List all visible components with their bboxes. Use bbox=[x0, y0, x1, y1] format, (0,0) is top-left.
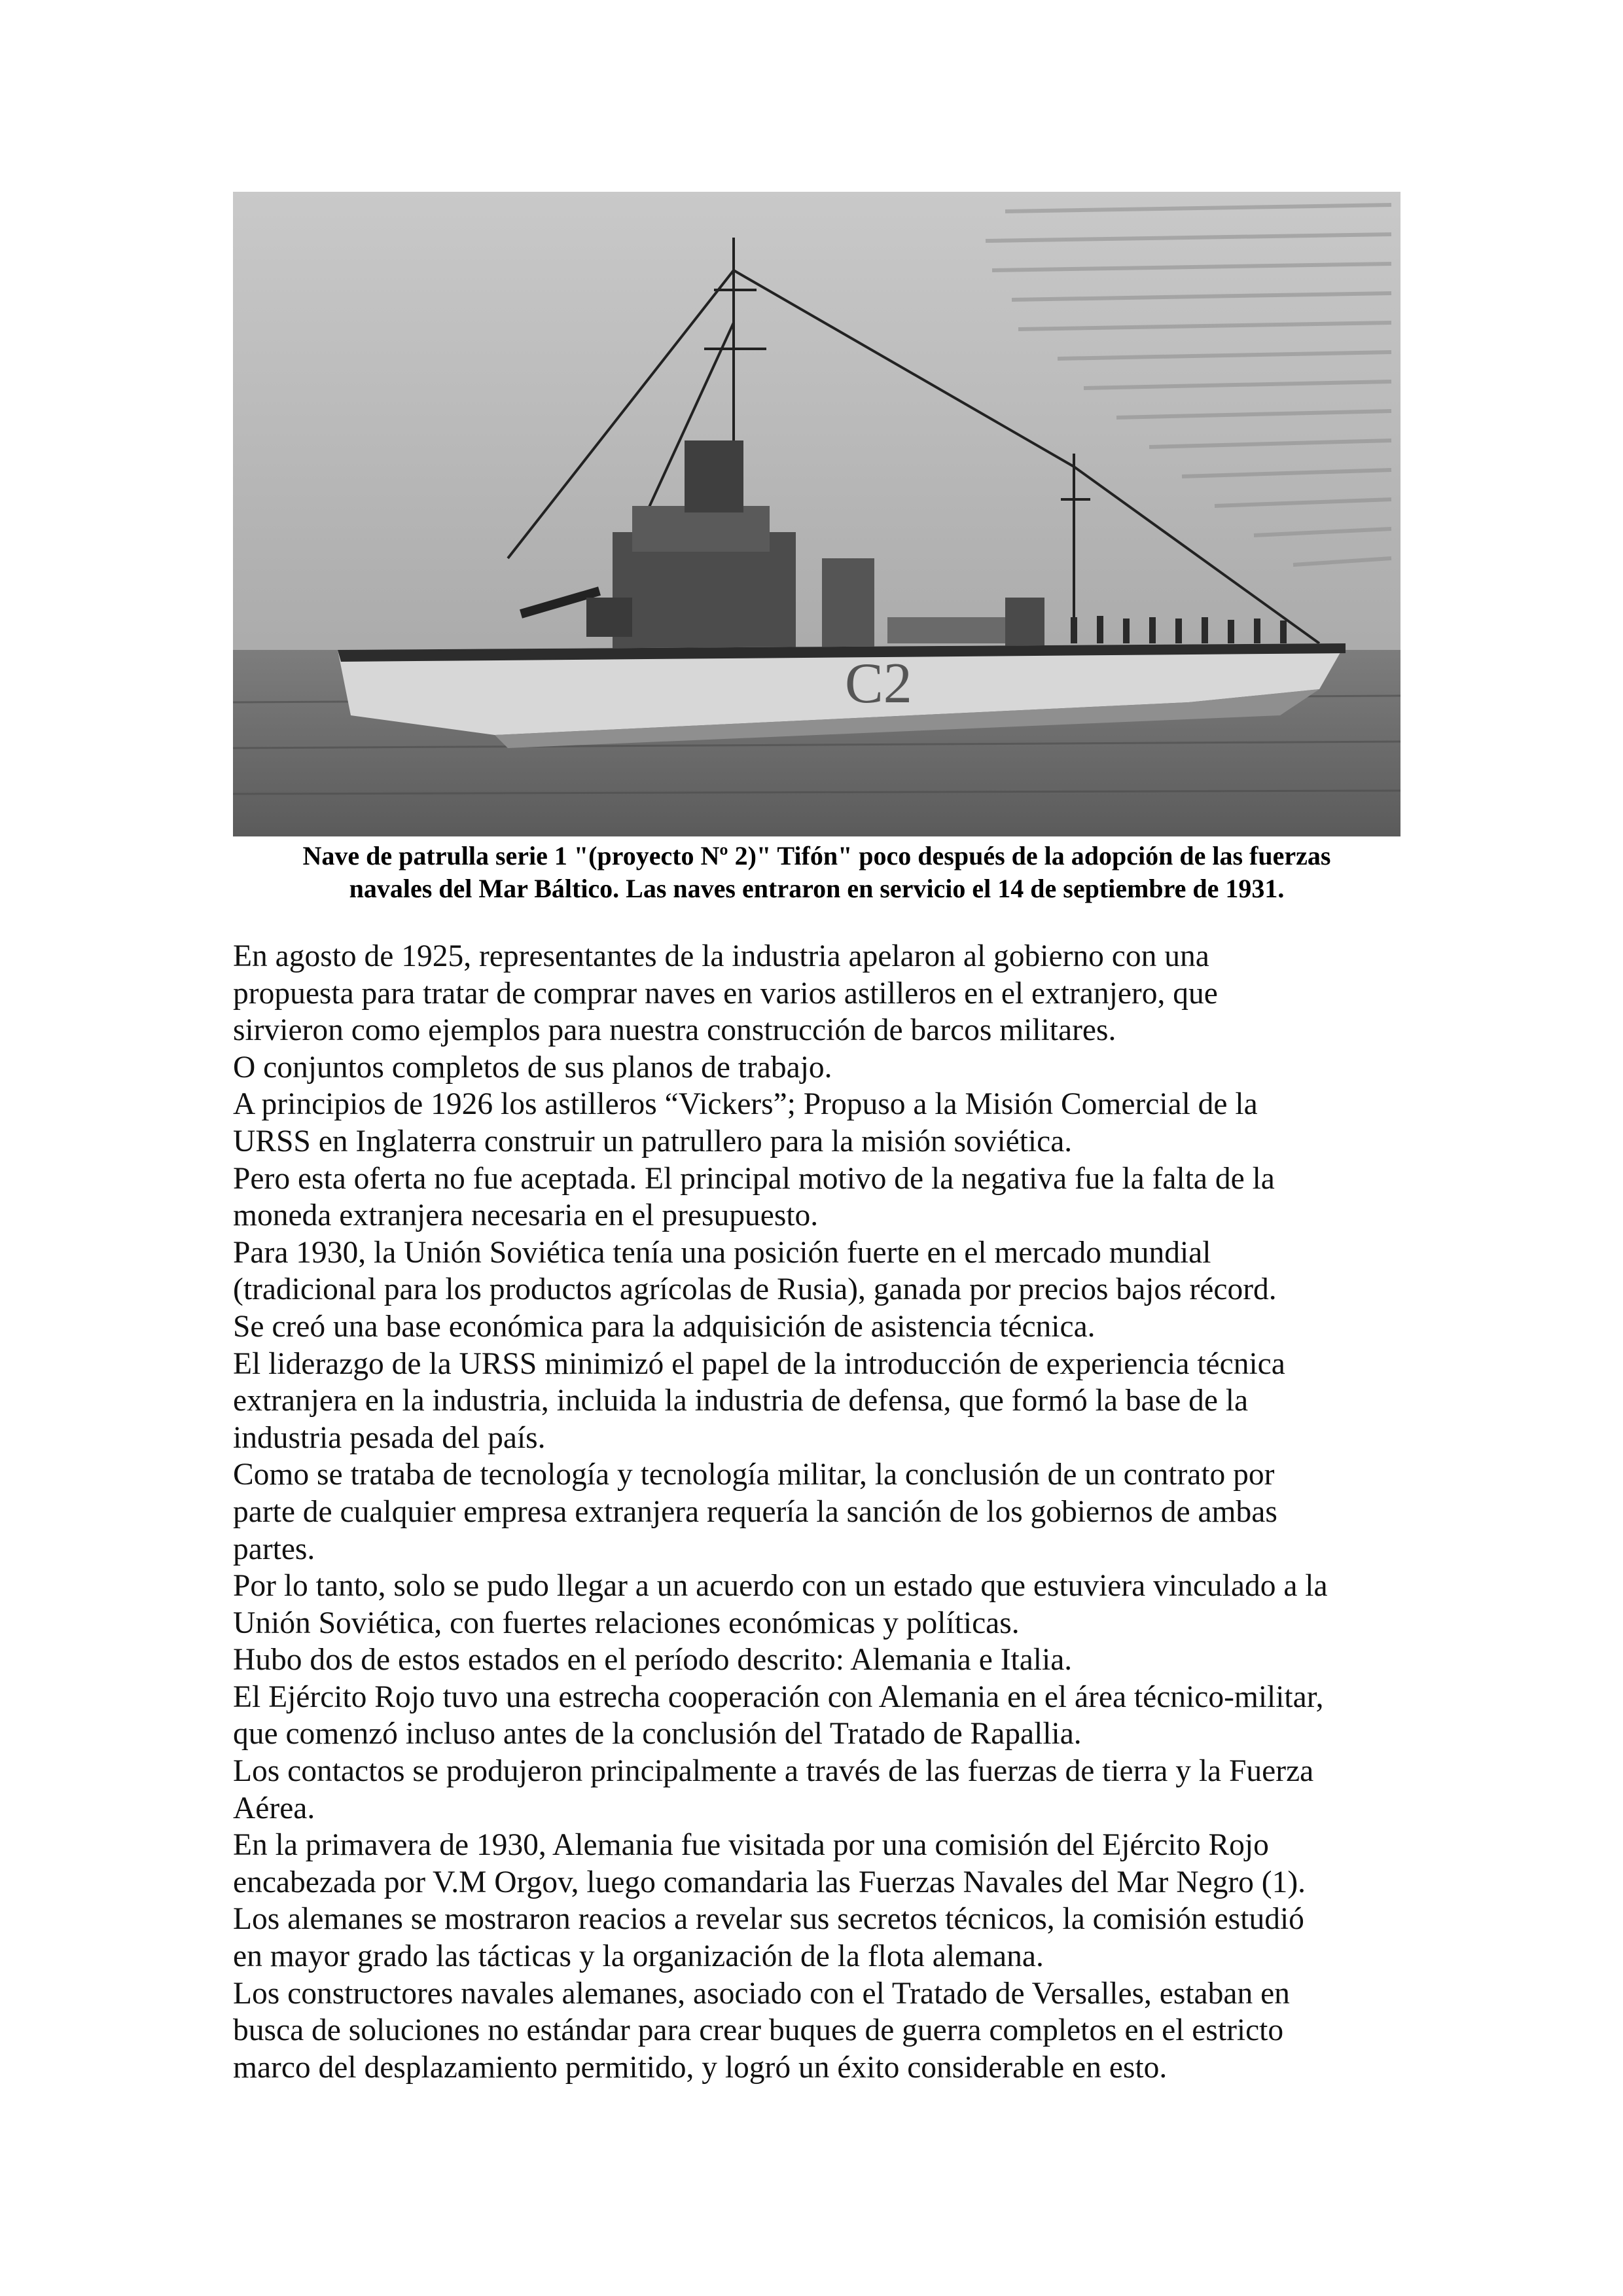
body-line: que comenzó incluso antes de la conclusión del Tratado de Rapallia. bbox=[233, 1717, 1082, 1751]
body-line: Se creó una base económica para la adquisición de asistencia técnica. bbox=[233, 1309, 1096, 1344]
body-line: industria pesada del país. bbox=[233, 1420, 546, 1455]
body-line: El liderazgo de la URSS minimizó el papel de la introducción de experiencia técnica bbox=[233, 1346, 1285, 1381]
body-line: Unión Soviética, con fuertes relaciones económicas y políticas. bbox=[233, 1605, 1020, 1640]
body-line: En agosto de 1925, representantes de la industria apelaron al gobierno con una bbox=[233, 939, 1209, 973]
body-line: parte de cualquier empresa extranjera requería la sanción de los gobiernos de ambas bbox=[233, 1494, 1277, 1529]
body-line: marco del desplazamiento permitido, y logró un éxito considerable en esto. bbox=[233, 2050, 1168, 2085]
body-line: extranjera en la industria, incluida la industria de defensa, que formó la base de la bbox=[233, 1384, 1249, 1418]
body-line: en mayor grado las tácticas y la organización de la flota alemana. bbox=[233, 1939, 1044, 1974]
body-line: Hubo dos de estos estados en el período descrito: Alemania e Italia. bbox=[233, 1643, 1073, 1677]
body-line: Los constructores navales alemanes, asociado con el Tratado de Versalles, estaban en bbox=[233, 1976, 1290, 2011]
body-line: busca de soluciones no estándar para crear buques de guerra completos en el estricto bbox=[233, 2013, 1284, 2048]
hull-marking: C2 bbox=[845, 652, 912, 715]
body-line: (tradicional para los productos agrícolas de Rusia), ganada por precios bajos récord. bbox=[233, 1272, 1277, 1307]
body-line: moneda extranjera necesaria en el presupuesto. bbox=[233, 1198, 819, 1233]
body-line: Los contactos se produjeron principalmente a través de las fuerzas de tierra y la Fuerza bbox=[233, 1754, 1314, 1789]
caption-line: Nave de patrulla serie 1 "(proyecto Nº 2)" Tifón" poco después de la adopción de las fuerzas bbox=[302, 841, 1331, 870]
ship-photo bbox=[233, 192, 1400, 836]
body-line: O conjuntos completos de sus planos de trabajo. bbox=[233, 1050, 832, 1085]
photo-caption bbox=[233, 840, 1400, 905]
body-line: Los alemanes se mostraron reacios a revelar sus secretos técnicos, la comisión estudió bbox=[233, 1902, 1304, 1937]
body-line: En la primavera de 1930, Alemania fue visitada por una comisión del Ejército Rojo bbox=[233, 1828, 1269, 1863]
body-line: URSS en Inglaterra construir un patrullero para la misión soviética. bbox=[233, 1124, 1073, 1158]
body-line: partes. bbox=[233, 1532, 315, 1566]
body-line: Pero esta oferta no fue aceptada. El principal motivo de la negativa fue la falta de la bbox=[233, 1161, 1275, 1196]
body-line: sirvieron como ejemplos para nuestra construcción de barcos militares. bbox=[233, 1013, 1116, 1048]
body-line: Por lo tanto, solo se pudo llegar a un acuerdo con un estado que estuviera vinculado a la bbox=[233, 1569, 1328, 1604]
body-line: encabezada por V.M Orgov, luego comandaria las Fuerzas Navales del Mar Negro (1). bbox=[233, 1865, 1306, 1899]
caption-line: navales del Mar Báltico. Las naves entraron en servicio el 14 de septiembre de 1931. bbox=[349, 874, 1285, 903]
body-line: Para 1930, la Unión Soviética tenía una posición fuerte en el mercado mundial bbox=[233, 1235, 1211, 1270]
body-text bbox=[233, 938, 1411, 2086]
body-line: El Ejército Rojo tuvo una estrecha cooperación con Alemania en el área técnico-militar, bbox=[233, 1679, 1324, 1714]
body-line: propuesta para tratar de comprar naves en varios astilleros en el extranjero, que bbox=[233, 976, 1218, 1011]
body-line: Como se trataba de tecnología y tecnología militar, la conclusión de un contrato por bbox=[233, 1458, 1275, 1492]
body-line: A principios de 1926 los astilleros “Vickers”; Propuso a la Misión Comercial de la bbox=[233, 1087, 1258, 1122]
body-line: Aérea. bbox=[233, 1791, 315, 1825]
